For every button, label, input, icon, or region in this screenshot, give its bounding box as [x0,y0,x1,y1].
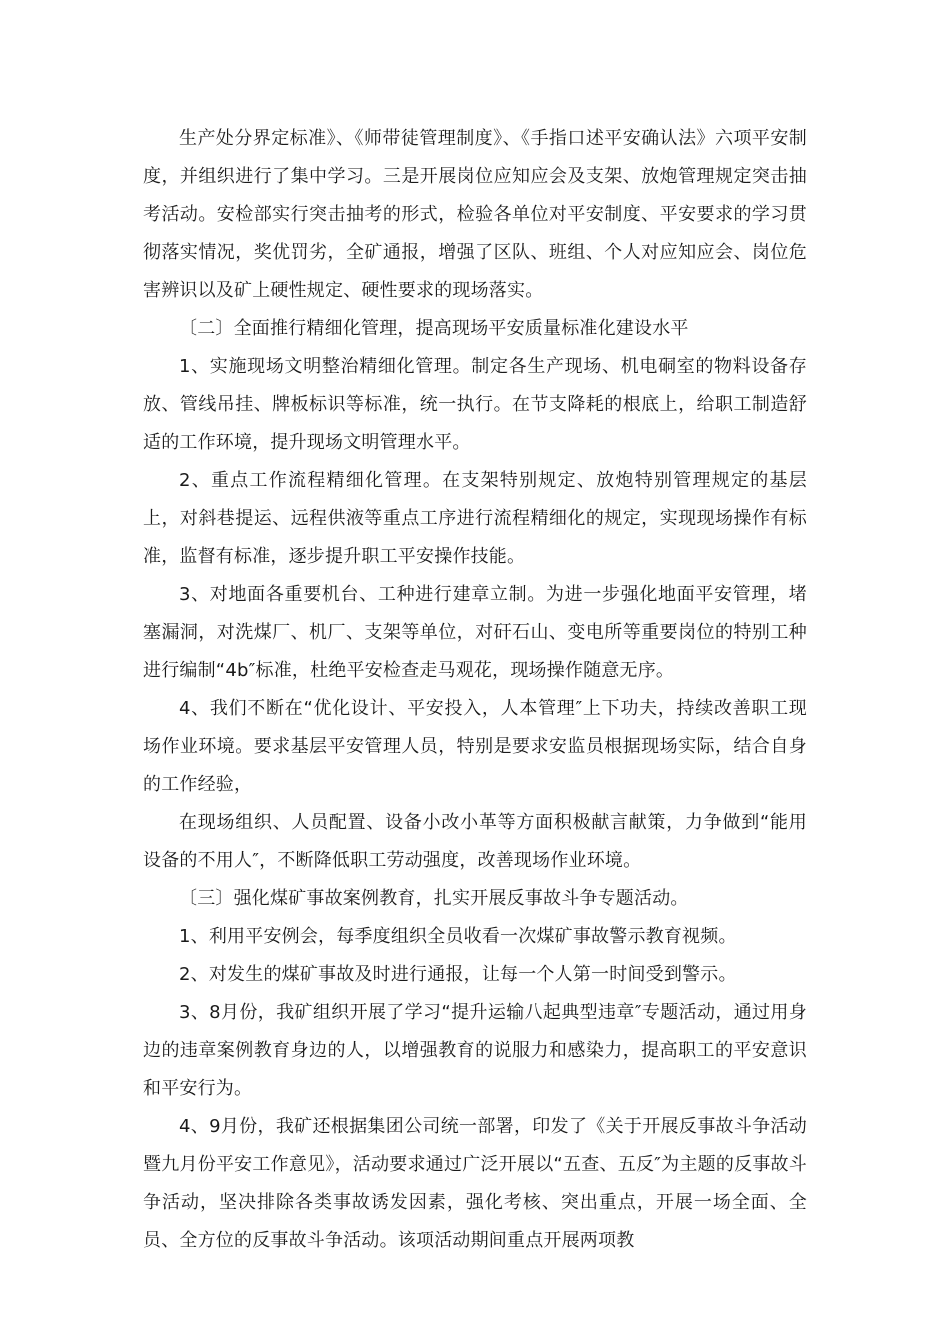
paragraph-item-4-continued: 在现场组织、人员配置、设备小改小革等方面积极献言献策，力争做到“能用设备的不用人″，不断降低职工劳动强度，改善现场作业环境。 [143,812,807,871]
paragraph-item-2-workflow-management: 2、重点工作流程精细化管理。在支架特别规定、放炮特别管理规定的基层上，对斜巷提运、远程供液等重点工序进行流程精细化的规定，实现现场操作有标准，监督有标准，逐步提升职工平安操作技能。 [143,470,807,567]
paragraph-case-item-3: 3、8月份，我矿组织开展了学习“提升运输八起典型违章″专题活动，通过用身边的违章案例教育身边的人，以增强教育的说服力和感染力，提高职工的平安意识和平安行为。 [143,1002,807,1099]
paragraph-case-item-4: 4、9月份，我矿还根据集团公司统一部署，印发了《关于开展反事故斗争活动暨九月份平安工作意见》，活动要求通过广泛开展以“五查、五反″为主题的反事故斗争活动，坚决排除各类事故诱发因素，强化考核、突出重点，开展一场全面、全员、全方位的反事故斗争活动。该项活动期间重点开展两项教 [143,1116,807,1251]
paragraph-case-item-2: 2、对发生的煤矿事故及时进行通报，让每一个人第一时间受到警示。 [179,964,737,985]
paragraph-item-3-ground-rules: 3、对地面各重要机台、工种进行建章立制。为进一步强化地面平安管理，堵塞漏洞，对洗煤厂、机厂、支架等单位，对矸石山、变电所等重要岗位的特别工种进行编制“4b″标准，杜绝平安检查走马观花，现场操作随意无序。 [143,584,807,681]
section-heading-3: 〔三〕强化煤矿事故案例教育，扎实开展反事故斗争专题活动。 [179,888,689,909]
paragraph-item-4-environment: 4、我们不断在“优化设计、平安投入，人本管理″上下功夫，持续改善职工现场作业环境。要求基层平安管理人员，特别是要求安监员根据现场实际，结合自身的工作经验， [143,698,807,795]
section-heading-2: 〔二〕全面推行精细化管理，提高现场平安质量标准化建设水平 [179,318,689,339]
document-body [143,120,807,1260]
paragraph-case-item-1: 1、利用平安例会，每季度组织全员收看一次煤矿事故警示教育视频。 [179,926,737,947]
paragraph-safety-regulations: 生产处分界定标准》、《师带徒管理制度》、《手指口述平安确认法》六项平安制度，并组织进行了集中学习。三是开展岗位应知应会及支架、放炮管理规定突击抽考活动。安检部实行突击抽考的形式，检验各单位对平安制度、平安要求的学习贯彻落实情况，奖优罚劣，全矿通报，增强了区队、班组、个人对应知应会、岗位危害辨识以及矿上硬性规定、硬性要求的现场落实。 [143,128,807,301]
paragraph-item-1-civilized-management: 1、实施现场文明整治精细化管理。制定各生产现场、机电硐室的物料设备存放、管线吊挂、牌板标识等标准，统一执行。在节支降耗的根底上，给职工制造舒适的工作环境，提升现场文明管理水平。 [143,356,807,453]
